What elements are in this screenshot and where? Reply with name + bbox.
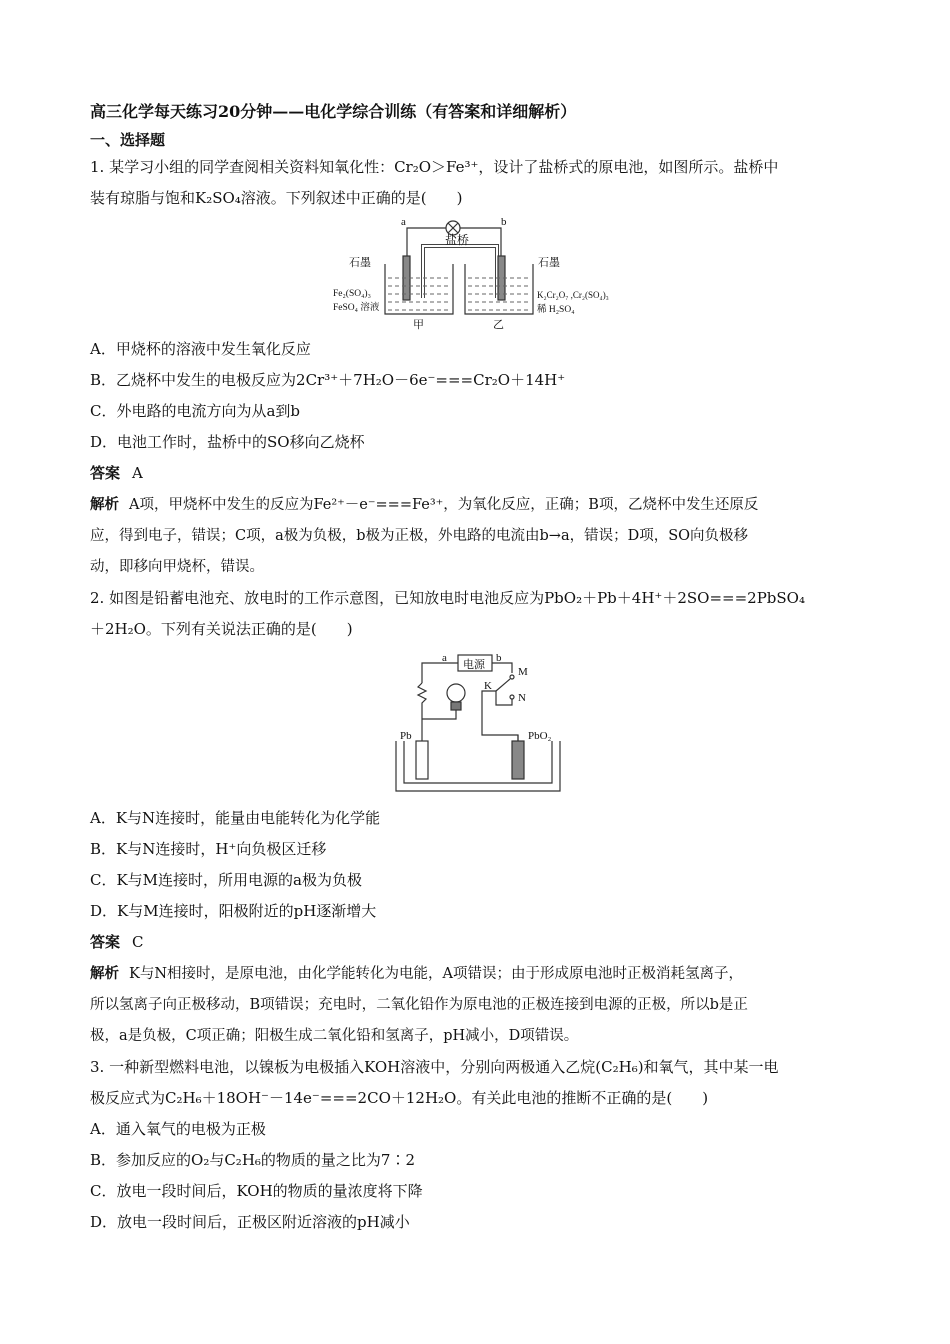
q3-option-c: C．放电一段时间后，KOH的物质的量浓度将下降 [90, 1182, 423, 1200]
fig2-switch-m: M [517, 666, 528, 678]
q1-explanation-line1 [90, 489, 865, 521]
explanation-label: 解析 [90, 496, 119, 513]
fig1-beaker-yi: 乙 [492, 319, 504, 331]
explanation-text: A项，甲烧杯中发生的反应为Fe²⁺－e⁻===Fe³⁺，为氧化反应，正确；B项，乙烧杯中发生还原反 [129, 497, 759, 513]
q1-stem-line1: 1. 某学习小组的同学查阅相关资料知氧化性：Cr₂O＞Fe³⁺，设计了盐桥式的原电池，如图所示。盐桥中 [90, 158, 779, 176]
fig2-label-a: a [441, 652, 447, 664]
fig2-switch-k: K [483, 680, 492, 692]
q2-explanation-line2: 所以氢离子向正极移动，B项错误；充电时，二氧化铅作为原电池的正极连接到电源的正极，所以b是正 [90, 997, 748, 1013]
q2-stem-line1: 2. 如图是铅蓄电池充、放电时的工作示意图，已知放电时电池反应为PbO₂＋Pb＋4H⁺＋2SO===2PbSO₄ [90, 589, 805, 607]
q2-answer [90, 927, 865, 958]
document-page [90, 96, 865, 1238]
page-title: 高三化学每天练习20分钟——电化学综合训练（有答案和详细解析） [90, 102, 577, 121]
q3-option-d: D．放电一段时间后，正极区附近溶液的pH减小 [90, 1213, 410, 1231]
q1-option-b: B．乙烧杯中发生的电极反应为2Cr³⁺＋7H₂O－6e⁻===Cr₂O＋14H⁺ [90, 371, 566, 389]
q1-option-c: C．外电路的电流方向为从a到b [90, 402, 301, 420]
q1-explanation-line2: 应，得到电子，错误；C项，a极为负极，b极为正极，外电路的电流由b→a，错误；D项，SO向负极移 [90, 528, 749, 544]
answer-value: C [132, 933, 144, 951]
q2-option-d: D．K与M连接时，阳极附近的pH逐渐增大 [90, 902, 377, 920]
fig1-label-b: b [500, 216, 506, 228]
explanation-text: K与N相接时，是原电池，由化学能转化为电能，A项错误；由于形成原电池时正极消耗氢离子， [129, 966, 743, 982]
q1-salt-bridge-cell-figure [333, 216, 623, 334]
fig1-right-solution-2: 稀 H₂SO₄ [536, 305, 575, 315]
fig2-electrode-pb: Pb [399, 730, 412, 742]
fig1-left-solution-1: Fe₂(SO₄)₃ [332, 289, 371, 299]
q1-option-d: D．电池工作时，盐桥中的SO移向乙烧杯 [90, 433, 365, 451]
fig2-switch-n: N [517, 692, 526, 704]
section-heading: 一、选择题 [90, 131, 166, 149]
fig1-label-a: a [400, 216, 406, 228]
q2-explanation-line3: 极，a是负极，C项正确；阳极生成二氧化铅和氢离子，pH减小，D项错误。 [90, 1028, 579, 1044]
fig1-left-solution-2: FeSO₄ 溶液 [332, 303, 379, 313]
q3-option-b: B．参加反应的O₂与C₂H₆的物质的量之比为7∶2 [90, 1151, 416, 1169]
q3-option-a: A．通入氧气的电极为正极 [90, 1120, 266, 1138]
fig1-beaker-jia: 甲 [412, 319, 424, 331]
answer-value: A [132, 464, 143, 482]
q2-lead-acid-battery-figure [378, 649, 578, 799]
q1-answer [90, 458, 865, 489]
fig1-right-solution-1: K₂Cr₂O₇ ,Cr₂(SO₄)₃ [536, 290, 609, 300]
answer-label: 答案 [90, 464, 121, 482]
fig2-label-b: b [495, 652, 501, 664]
fig1-bridge-label: 盐桥 [444, 233, 469, 247]
q2-option-c: C．K与M连接时，所用电源的a极为负极 [90, 871, 362, 889]
q3-stem-line2: 极反应式为C₂H₆＋18OH⁻－14e⁻===2CO＋12H₂O。有关此电池的推断不正确的是( ) [90, 1089, 709, 1107]
q1-stem-line2: 装有琼脂与饱和K₂SO₄溶液。下列叙述中正确的是( ) [90, 189, 463, 207]
q2-explanation-line1 [90, 958, 865, 990]
fig2-electrode-pbo2: PbO₂ [527, 730, 551, 742]
q1-option-a: A．甲烧杯的溶液中发生氧化反应 [90, 340, 311, 358]
fig1-graphite-right: 石墨 [537, 257, 560, 269]
explanation-label: 解析 [90, 965, 119, 982]
q3-stem-line1: 3. 一种新型燃料电池，以镍板为电极插入KOH溶液中，分别向两极通入乙烷(C₂H₆)和氧气，其中某一电 [90, 1058, 779, 1076]
bulb-icon [447, 684, 465, 702]
q2-option-a: A．K与N连接时，能量由电能转化为化学能 [90, 809, 381, 827]
answer-label: 答案 [90, 933, 121, 951]
q1-explanation-line3: 动，即移向甲烧杯，错误。 [90, 559, 264, 575]
fig2-power-label: 电源 [462, 659, 485, 671]
q2-option-b: B．K与N连接时，H⁺向负极区迁移 [90, 840, 327, 858]
fig1-graphite-left: 石墨 [348, 257, 371, 269]
q2-stem-line2: ＋2H₂O。下列有关说法正确的是( ) [90, 620, 353, 638]
